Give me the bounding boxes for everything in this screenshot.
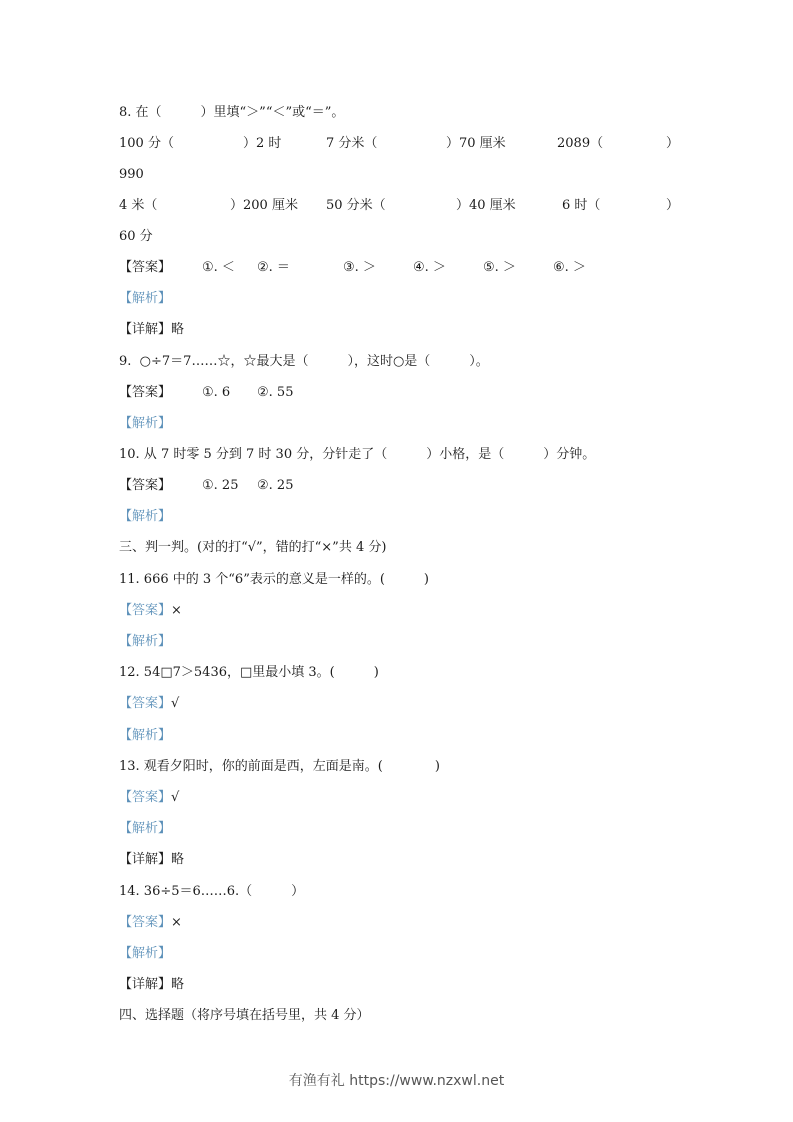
q12-analysis-label: 【解析】	[119, 728, 172, 743]
q9-answer-1: ①. 6	[202, 385, 231, 400]
q8-answer-3: ③. ＞	[343, 260, 376, 275]
q14-detail-label: 【详解】	[119, 977, 172, 992]
q13-stem: 13. 观看夕阳时，你的前面是西，左面是南。( )	[119, 759, 440, 774]
q8-answer-1: ①. ＜	[202, 260, 235, 275]
q9-answer-label: 【答案】	[119, 385, 172, 400]
q14-answer-label: 【答案】	[119, 915, 172, 930]
q13-detail-text: 略	[171, 852, 185, 867]
q13-analysis-label: 【解析】	[119, 821, 172, 836]
q12-answer	[119, 695, 179, 713]
q11-analysis-label: 【解析】	[119, 634, 172, 649]
q13-answer-value: √	[171, 790, 180, 805]
q8-answer-label: 【答案】	[119, 260, 172, 275]
q8-detail-label: 【详解】	[119, 322, 172, 337]
q8-analysis-label: 【解析】	[119, 291, 172, 306]
q12-answer-value: √	[171, 696, 180, 711]
q8-answer-5: ⑤. ＞	[483, 260, 516, 275]
q13-answer	[119, 789, 179, 807]
q8-row2-item2: ）200 厘米	[230, 198, 298, 213]
q11-answer-value: ×	[171, 603, 182, 618]
q8-stem: 8. 在（ ）里填“＞”“＜”或“＝”。	[119, 105, 345, 120]
q10-answer-1: ①. 25	[202, 478, 239, 493]
q14-stem: 14. 36÷5＝6……6.（ ）	[119, 884, 305, 899]
q10-analysis-label: 【解析】	[119, 509, 172, 524]
q13-answer-label: 【答案】	[119, 790, 172, 805]
q9-stem: 9. ○÷7＝7……☆，☆最大是（ ），这时○是（ ）。	[119, 354, 489, 369]
q8-row2-wrap: 60 分	[119, 229, 153, 244]
q12-answer-label: 【答案】	[119, 696, 172, 711]
q13-detail	[119, 851, 184, 869]
q8-row1-item4: ）70 厘米	[446, 136, 506, 151]
q8-row2-item3: 50 分米（	[326, 198, 386, 213]
q8-row1-item6: ）	[666, 136, 680, 151]
q8-row1-item1: 100 分（	[119, 136, 174, 151]
q13-detail-label: 【详解】	[119, 852, 172, 867]
q8-row1-item3: 7 分米（	[326, 136, 378, 151]
q8-row1-item2: ）2 时	[243, 136, 282, 151]
q8-answer-6: ⑥. ＞	[553, 260, 586, 275]
q14-answer-value: ×	[171, 915, 182, 930]
q8-row2-item1: 4 米（	[119, 198, 158, 213]
q14-detail-text: 略	[171, 977, 185, 992]
q12-stem: 12. 54□7＞5436，□里最小填 3。( )	[119, 665, 379, 680]
section3-title: 三、判一判。(对的打“√”，错的打“×”共 4 分)	[119, 540, 387, 555]
section4-title: 四、选择题（将序号填在括号里，共 4 分）	[119, 1008, 370, 1023]
q8-answer-2: ②. ＝	[257, 260, 290, 275]
q8-row1-wrap: 990	[119, 167, 144, 182]
q8-row2-item4: ）40 厘米	[456, 198, 516, 213]
q10-stem: 10. 从 7 时零 5 分到 7 时 30 分，分针走了（ ）小格，是（ ）分钟。	[119, 447, 596, 462]
q14-analysis-label: 【解析】	[119, 946, 172, 961]
q11-stem: 11. 666 中的 3 个“6”表示的意义是一样的。( )	[119, 572, 429, 587]
q8-row2-item5: 6 时（	[562, 198, 601, 213]
q14-answer	[119, 914, 182, 932]
q9-analysis-label: 【解析】	[119, 416, 172, 431]
q10-answer-2: ②. 25	[257, 478, 294, 493]
q8-row2-item6: ）	[666, 198, 680, 213]
q8-answer-4: ④. ＞	[413, 260, 446, 275]
q8-row1-item5: 2089（	[557, 136, 604, 151]
q11-answer-label: 【答案】	[119, 603, 172, 618]
q14-detail	[119, 976, 184, 994]
q8-detail	[119, 321, 184, 339]
footer-watermark: 有渔有礼 https://www.nzxwl.net	[288, 1073, 505, 1089]
q11-answer	[119, 602, 182, 620]
q9-answer-2: ②. 55	[257, 385, 294, 400]
q8-detail-text: 略	[171, 322, 185, 337]
q10-answer-label: 【答案】	[119, 478, 172, 493]
